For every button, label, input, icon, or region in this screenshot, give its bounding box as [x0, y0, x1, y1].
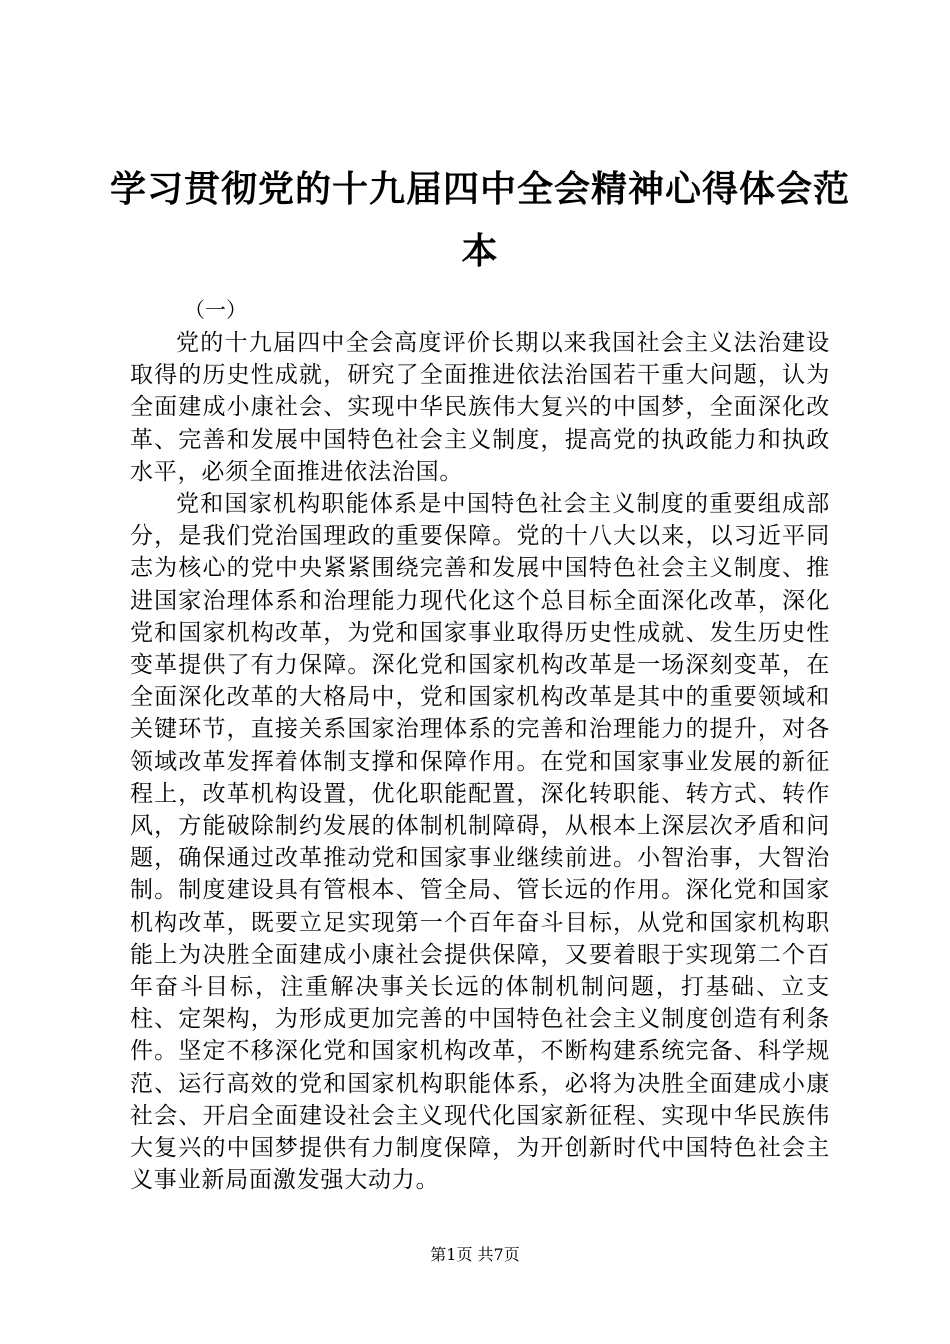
document-title: 学习贯彻党的十九届四中全会精神心得体会范本: [110, 168, 851, 272]
page-footer: 第1页 共7页: [430, 1245, 520, 1264]
section-label: （一）: [184, 298, 247, 322]
document-body: [130, 327, 830, 1196]
paragraph-2: 党和国家机构职能体系是中国特色社会主义制度的重要组成部分，是我们党治国理政的重要保障。党的十八大以来，以习近平同志为核心的党中央紧紧围绕完善和发展中国特色社会主义制度、推进国家治理体系和治理能力现代化这个总目标全面深化改革，深化党和国家机构改革，为党和国家事业取得历史性成就、发生历史性变革提供了有力保障。深化党和国家机构改革是一场深刻变革，在全面深化改革的大格局中，党和国家机构改革是其中的重要领域和关键环节，直接关系国家治理体系的完善和治理能力的提升，对各领域改革发挥着体制支撑和保障作用。在党和国家事业发展的新征程上，改革机构设置，优化职能配置，深化转职能、转方式、转作风，方能破除制约发展的体制机制障碍，从根本上深层次矛盾和问题，确保通过改革推动党和国家事业继续前进。小智治事，大智治制。制度建设具有管根本、管全局、管长远的作用。深化党和国家机构改革，既要立足实现第一个百年奋斗目标，从党和国家机构职能上为决胜全面建成小康社会提供保障，又要着眼于实现第二个百年奋斗目标，注重解决事关长远的体制机制问题，打基础、立支柱、定架构，为形成更加完善的中国特色社会主义制度创造有利条件。坚定不移深化党和国家机构改革，不断构建系统完备、科学规范、运行高效的党和国家机构职能体系，必将为决胜全面建成小康社会、开启全面建设社会主义现代化国家新征程、实现中华民族伟大复兴的中国梦提供有力制度保障，为开创新时代中国特色社会主义事业新局面激发强大动力。: [130, 491, 830, 1194]
paragraph-1: 党的十九届四中全会高度评价长期以来我国社会主义法治建设取得的历史性成就，研究了全面推进依法治国若干重大问题，认为全面建成小康社会、实现中华民族伟大复兴的中国梦，全面深化改革、完善和发展中国特色社会主义制度，提高党的执政能力和执政水平，必须全面推进依法治国。: [130, 330, 830, 485]
